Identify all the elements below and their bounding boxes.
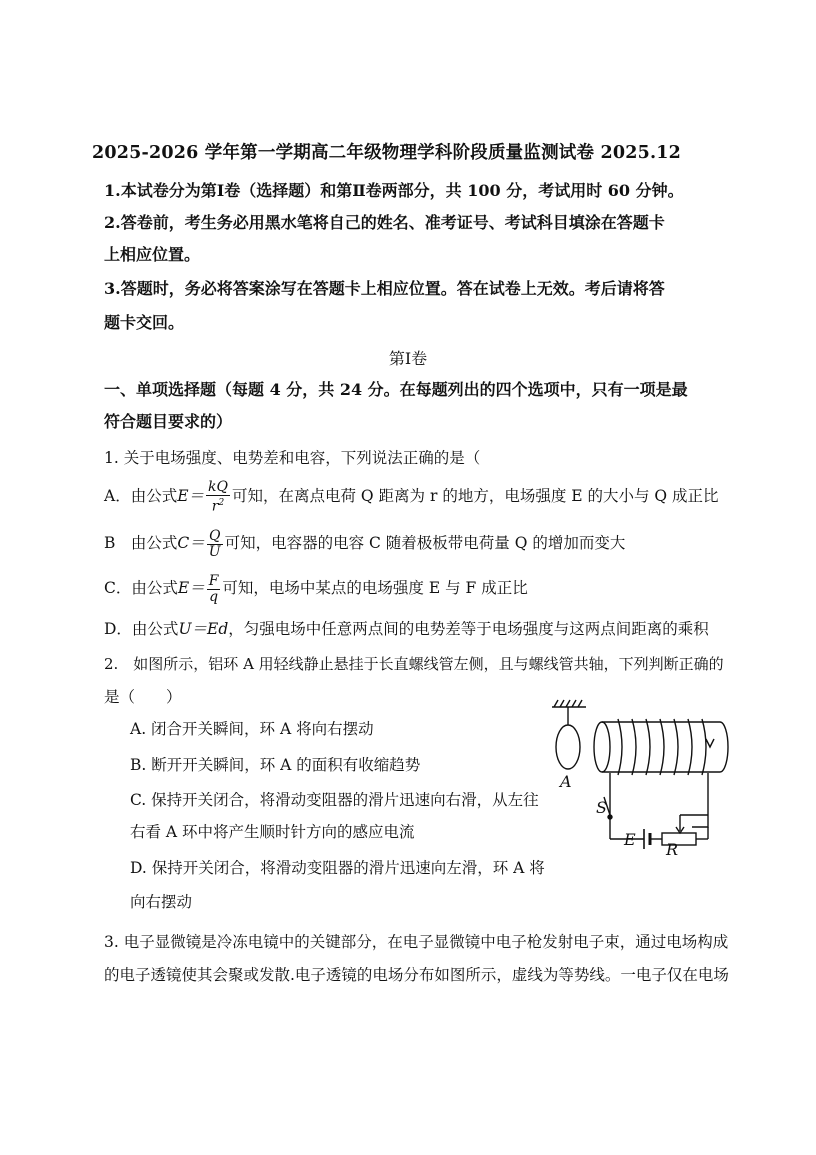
q1-c-fraction xyxy=(207,574,221,605)
q1-d-formula: U＝Ed xyxy=(178,620,229,638)
q1-a-denominator: $r^2$ xyxy=(211,497,225,515)
current-arrow-icon xyxy=(706,739,714,747)
q2-option-b: B. 断开开关瞬间，环 A 的面积有收缩趋势 xyxy=(130,756,421,774)
switch-contact xyxy=(608,815,612,819)
ceiling-hatch xyxy=(554,700,582,707)
q1-c-lhs: E＝ xyxy=(177,579,205,597)
q2-stem-2: 是（ ） xyxy=(104,688,182,706)
label-switch-s: S xyxy=(596,798,607,817)
instruction-1: 1.本试卷分为第Ⅰ卷（选择题）和第Ⅱ卷两部分，共 100 分，考试用时 60 分钟。 xyxy=(104,181,684,200)
q1-b-fraction xyxy=(207,529,223,560)
q1-a-numerator: kQ xyxy=(208,478,228,495)
section-heading-1: 一、单项选择题（每题 4 分，共 24 分。在每题列出的四个选项中，只有一项是最 xyxy=(104,380,688,399)
instruction-3: 3.答题时，务必将答案涂写在答题卡上相应位置。答在试卷上无效。考后请将答 xyxy=(104,279,665,298)
section-title: 第Ⅰ卷 xyxy=(388,349,428,368)
q1-option-a xyxy=(104,478,719,514)
q1-a-prefix: A．由公式 xyxy=(104,487,178,505)
q3-line-1: 3. 电子显微镜是冷冻电镜中的关键部分，在电子显微镜中电子枪发射电子束，通过电场构成 xyxy=(104,933,729,951)
q2-option-a: A. 闭合开关瞬间，环 A 将向右摆动 xyxy=(130,720,374,738)
q1-stem: 1. 关于电场强度、电势差和电容，下列说法正确的是（ xyxy=(104,449,481,467)
section-heading-2: 符合题目要求的） xyxy=(104,412,233,431)
q2-option-c-1: C. 保持开关闭合，将滑动变阻器的滑片迅速向右滑，从左往 xyxy=(130,791,539,809)
q1-option-d xyxy=(104,619,709,639)
q1-c-numerator: F xyxy=(208,572,219,589)
q1-b-numerator: Q xyxy=(207,529,223,545)
q2-stem-1: 2. 如图所示，铝环 A 用轻线静止悬挂于长直螺线管左侧，且与螺线管共轴，下列判断正确的 xyxy=(104,655,724,673)
q1-b-denominator: U xyxy=(208,543,221,560)
q1-d-text: ，匀强电场中任意两点间的电势差等于电场强度与这两点间距离的乘积 xyxy=(228,620,709,638)
solenoid-coil xyxy=(618,719,706,775)
q1-b-text: 可知，电容器的电容 C 随着极板带电荷量 Q 的增加而变大 xyxy=(224,534,626,552)
q2-option-d-2: 向右摆动 xyxy=(130,893,193,911)
instruction-2: 2.答卷前，考生务必用黑水笔将自己的姓名、准考证号、考试科目填涂在答题卡 xyxy=(104,213,665,232)
q1-c-prefix: C．由公式 xyxy=(104,579,178,597)
q1-a-lhs: E＝ xyxy=(177,487,205,505)
label-battery-e: E xyxy=(624,830,636,849)
label-resistor-r: R xyxy=(666,840,679,857)
q1-d-prefix: D．由公式 xyxy=(104,620,179,638)
q1-b-prefix: B 由公式 xyxy=(104,534,178,552)
q1-a-fraction xyxy=(206,480,230,515)
q1-a-text: 可知，在离点电荷 Q 距离为 r 的地方，电场强度 E 的大小与 Q 成正比 xyxy=(232,487,719,505)
q1-b-lhs: C＝ xyxy=(177,534,205,552)
q2-option-c-2: 右看 A 环中将产生顺时针方向的感应电流 xyxy=(130,823,415,841)
q3-line-2: 的电子透镜使其会聚或发散.电子透镜的电场分布如图所示，虚线为等势线。一电子仅在电场 xyxy=(104,966,729,984)
label-ring-a: A xyxy=(560,772,572,791)
q1-c-text: 可知，电场中某点的电场强度 E 与 F 成正比 xyxy=(222,579,528,597)
q1-option-b xyxy=(104,525,625,561)
q2-option-d-1: D. 保持开关闭合，将滑动变阻器的滑片迅速向左滑，环 A 将 xyxy=(130,859,545,877)
instruction-2-cont: 上相应位置。 xyxy=(104,245,201,264)
wire-right xyxy=(692,773,708,827)
solenoid-left-end xyxy=(594,722,610,772)
solenoid-right-end xyxy=(720,722,728,772)
ring-a xyxy=(556,725,580,769)
instruction-3-cont: 题卡交回。 xyxy=(104,313,185,332)
q1-option-c xyxy=(104,570,528,606)
q1-c-denominator: q xyxy=(209,588,219,605)
q2-figure xyxy=(540,697,740,857)
exam-title: 2025-2026 学年第一学期高二年级物理学科阶段质量监测试卷 2025.12 xyxy=(92,143,682,163)
